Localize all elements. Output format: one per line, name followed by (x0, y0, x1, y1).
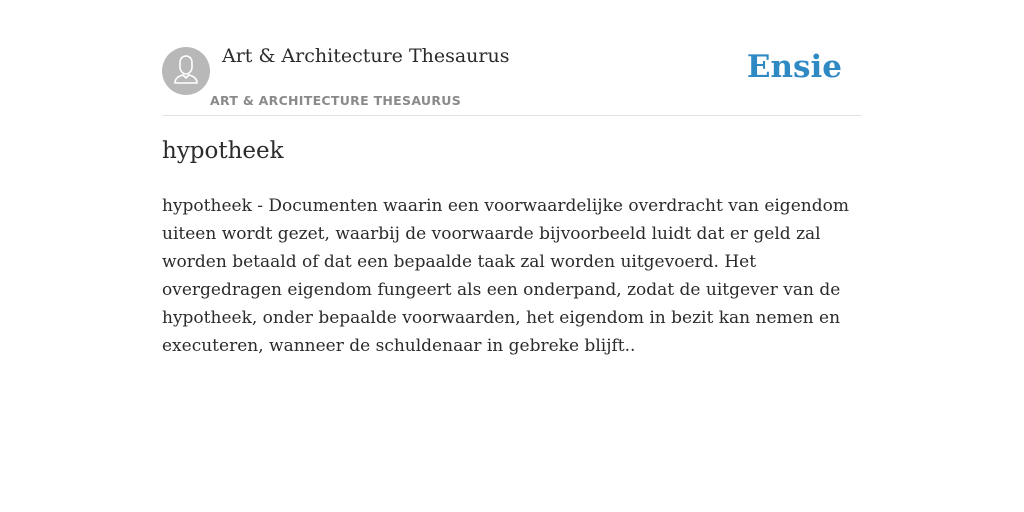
source-title[interactable]: Art & Architecture Thesaurus (222, 45, 510, 67)
page-title: hypotheek (162, 138, 284, 164)
source-subtitle[interactable]: ART & ARCHITECTURE THESAURUS (210, 93, 462, 108)
brand-logo[interactable]: Ensie (746, 49, 842, 85)
user-silhouette-icon (162, 47, 210, 95)
header (162, 40, 862, 116)
avatar[interactable] (162, 47, 210, 95)
definition-text: hypotheek - Documenten waarin een voorwaardelijke overdracht van eigendom uiteen wordt gezet, waarbij de voorwaarde bijvoorbeeld luidt dat er geld zal worden betaald of dat een bepaalde taak zal worden uitgevoerd. Het overgedragen eigendom fungeert als een onderpand, zodat de uitgever van de hypotheek, onder bepaalde voorwaarden, het eigendom in bezit kan nemen en executeren, wanneer de schuldenaar in gebreke blijft.. (162, 196, 849, 356)
